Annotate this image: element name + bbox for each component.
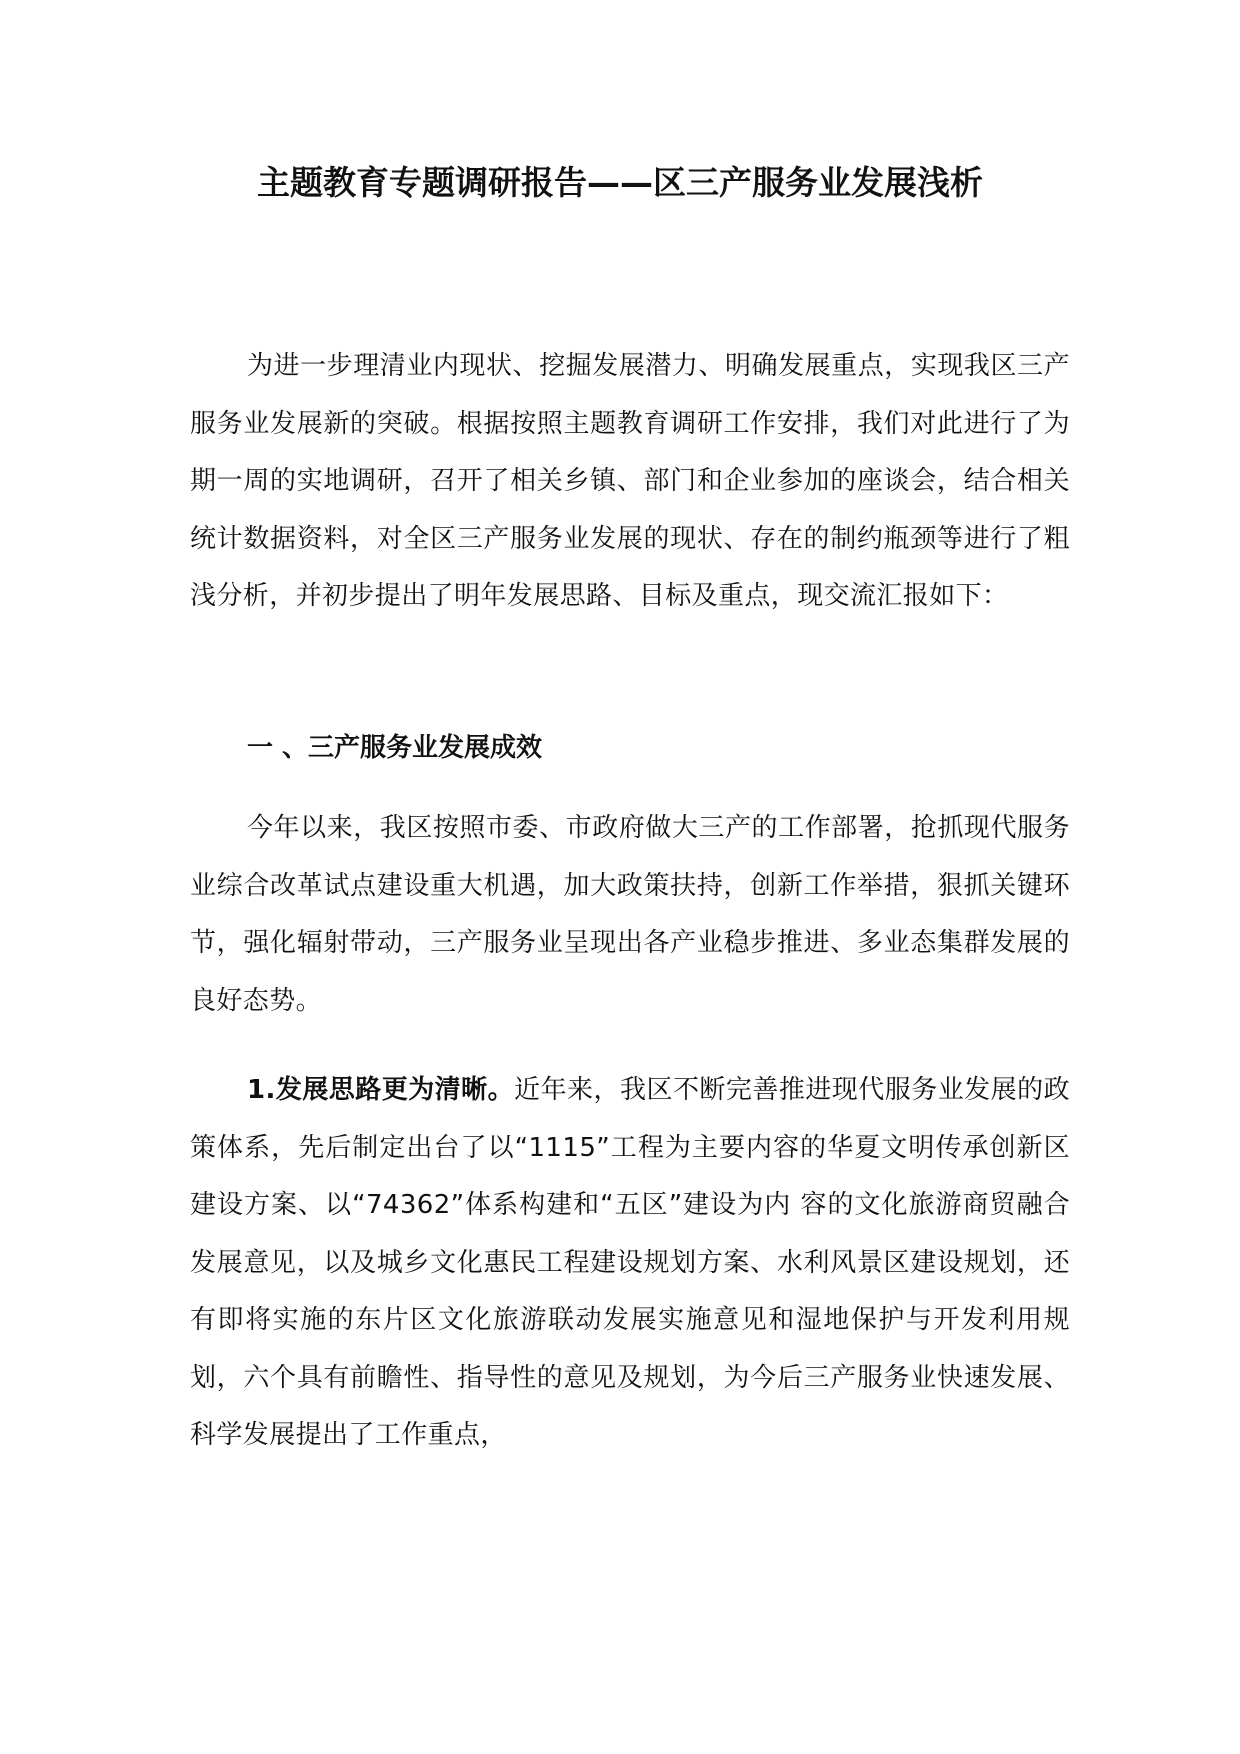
item-lead-text: 1.发展思路更为清晰。 bbox=[247, 1075, 515, 1105]
document-title: 主题教育专题调研报告——区三产服务业发展浅析 bbox=[257, 163, 983, 202]
item-body-text: 近年来，我区不断完善推进现代服务业发展的政策体系，先后制定出台了以“1115”工程为主要内容的华夏文明传承创新区建设方案、以“74362”体系构建和“五区”建设为内 容的文化旅游商贸融合发展意见，以及城乡文化惠民工程建设规划方案、水利风景区建设规划，还有即将实施的东片区文化旅游联动发展实施意见和湿地保护与开发利用规划，六个具有前瞻性、指导性的意见及规划，为今后三产服务业快速发展、科学发展提出了工作重点， bbox=[190, 1075, 1070, 1450]
intro-paragraph: 为进一步理清业内现状、挖掘发展潜力、明确发展重点，实现我区三产服务业发展新的突破。根据按照主题教育调研工作安排，我们对此进行了为期一周的实地调研，召开了相关乡镇、部门和企业参加的座谈会，结合相关统计数据资料，对全区三产服务业发展的现状、存在的制约瓶颈等进行了粗浅分析，并初步提出了明年发展思路、目标及重点，现交流汇报如下： bbox=[190, 351, 1070, 611]
section-paragraph: 今年以来，我区按照市委、市政府做大三产的工作部署，抢抓现代服务业综合改革试点建设重大机遇，加大政策扶持，创新工作举措，狠抓关键环节，强化辐射带动，三产服务业呈现出各产业稳步推进、多业态集群发展的良好态势。 bbox=[190, 813, 1070, 1016]
item-paragraph bbox=[190, 1062, 1070, 1465]
section-heading: 一 、三产服务业发展成效 bbox=[247, 733, 543, 763]
